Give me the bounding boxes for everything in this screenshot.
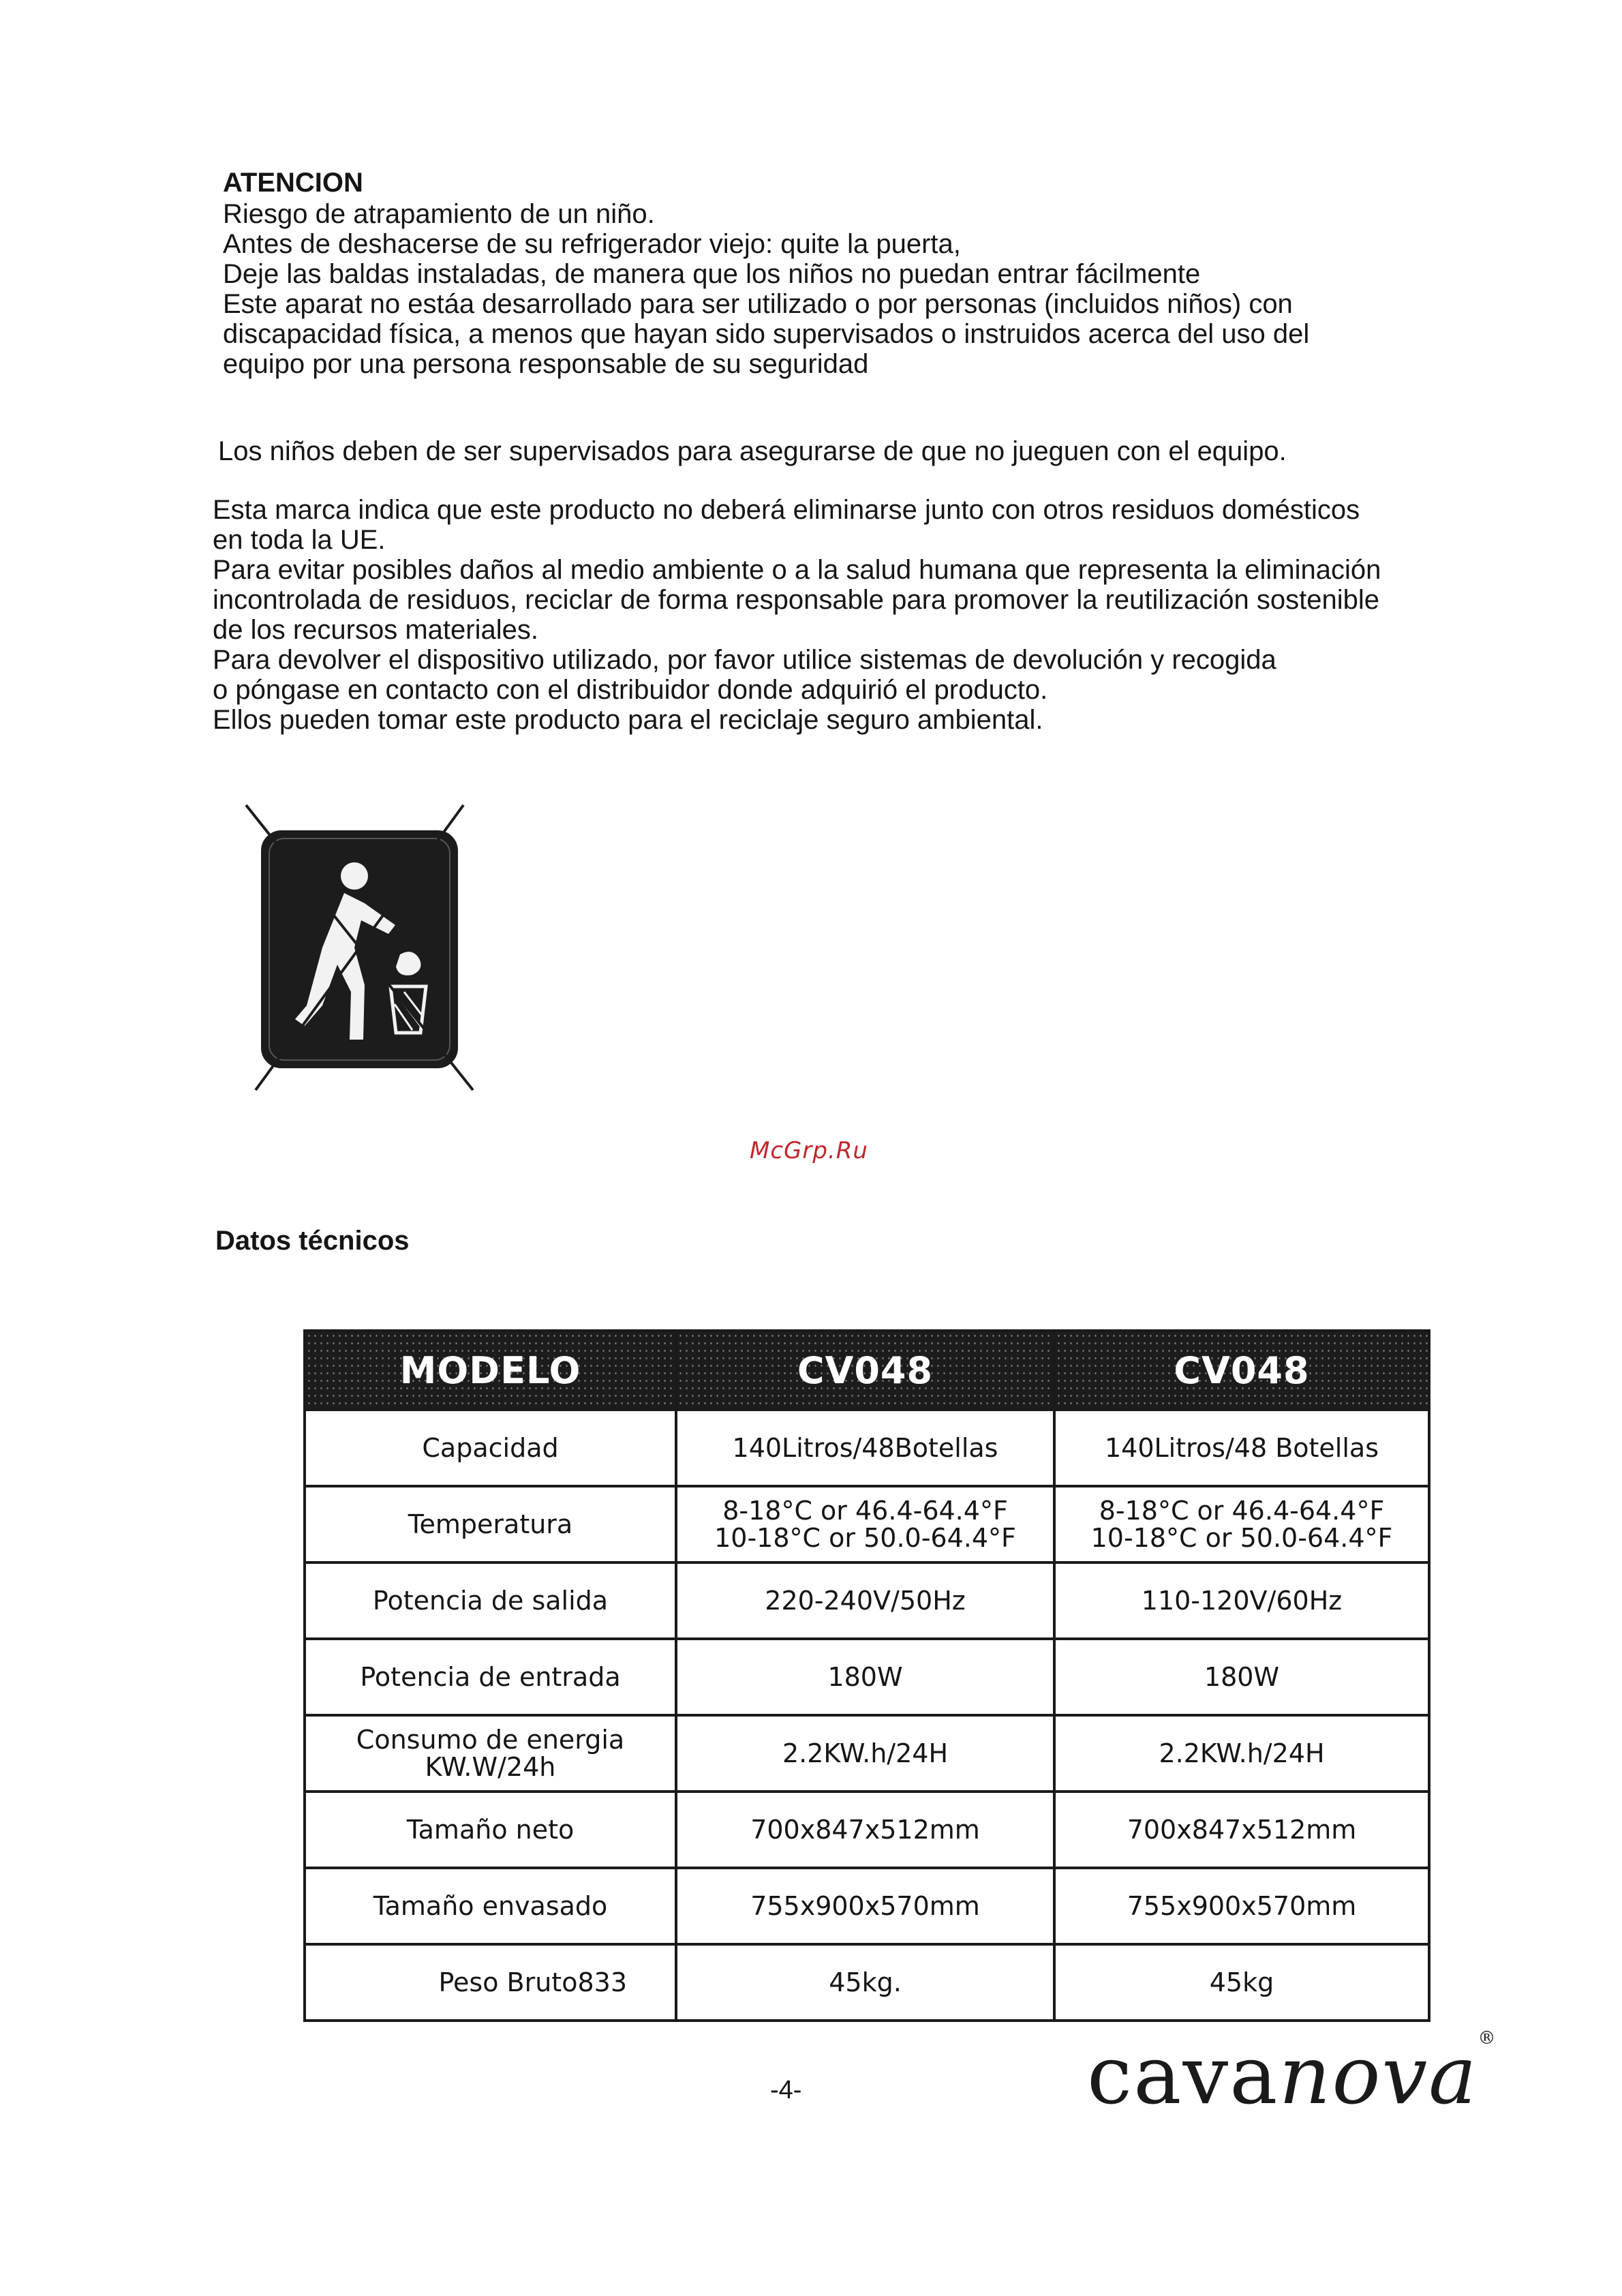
row-value-b: 755x900x570mm <box>1054 1868 1429 1944</box>
row-label <box>305 1715 676 1792</box>
header-model: MODELO <box>305 1331 676 1410</box>
row-value-b: 2.2KW.h/24H <box>1054 1715 1429 1792</box>
recycling-line: Esta marca indica que este producto no deberá eliminarse junto con otros residuos domésticos <box>213 495 1360 525</box>
header-model-a: CV048 <box>676 1331 1054 1410</box>
specs-table <box>303 1329 1430 2022</box>
table-row <box>305 1639 1429 1715</box>
row-value-a: 700x847x512mm <box>676 1792 1054 1868</box>
table-row <box>305 1715 1429 1792</box>
table-row <box>305 1486 1429 1562</box>
warning-line: Riesgo de atrapamiento de un niño. <box>223 199 655 229</box>
row-label: Potencia de salida <box>305 1562 676 1639</box>
row-value-b: 110-120V/60Hz <box>1054 1562 1429 1639</box>
row-value-b: 180W <box>1054 1639 1429 1715</box>
label-line: Consumo de energia <box>356 1725 625 1755</box>
temp-line: 10-18°C or 50.0-64.4°F <box>1090 1523 1393 1553</box>
recycling-line: Ellos pueden tomar este producto para el reciclaje seguro ambiental. <box>213 705 1043 735</box>
recycling-line: de los recursos materiales. <box>213 615 538 645</box>
row-value-a: 2.2KW.h/24H <box>676 1715 1054 1792</box>
row-label: Tamaño neto <box>305 1792 676 1868</box>
temp-line: 10-18°C or 50.0-64.4°F <box>714 1523 1016 1553</box>
table-row <box>305 1792 1429 1868</box>
warning-line: Este aparat no estáa desarrollado para ser utilizado o por personas (incluidos niños) con <box>223 289 1293 319</box>
brand-logo <box>1087 2028 1497 2122</box>
row-value-a: 140Litros/48Botellas <box>676 1410 1054 1486</box>
recycling-line: Para evitar posibles daños al medio ambiente o a la salud humana que representa la eliminación <box>213 555 1381 585</box>
warning-line: discapacidad física, a menos que hayan sido supervisados o instruidos acerca del uso del <box>223 319 1310 349</box>
table-row <box>305 1868 1429 1944</box>
warning-line: Deje las baldas instaladas, de manera que los niños no puedan entrar fácilmente <box>223 259 1201 289</box>
row-value-b: 700x847x512mm <box>1054 1792 1429 1868</box>
row-label: Capacidad <box>305 1410 676 1486</box>
label-line: KW.W/24h <box>425 1752 556 1782</box>
header-model-b: CV048 <box>1054 1331 1429 1410</box>
row-label: Potencia de entrada <box>305 1639 676 1715</box>
recycling-line: Para devolver el dispositivo utilizado, por favor utilice sistemas de devolución y recogida <box>213 645 1276 675</box>
brand-italic: nova <box>1279 2028 1478 2122</box>
row-value-a: 45kg. <box>676 1944 1054 2021</box>
row-value-a: 755x900x570mm <box>676 1868 1054 1944</box>
supervision-paragraph <box>218 436 1287 466</box>
recycling-line: en toda la UE. <box>213 525 386 555</box>
specs-title: Datos técnicos <box>215 1226 410 1256</box>
watermark: McGrp.Ru <box>750 1137 868 1164</box>
row-value-b: 140Litros/48 Botellas <box>1054 1410 1429 1486</box>
row-label: Temperatura <box>305 1486 676 1562</box>
temp-line: 8-18°C or 46.4-64.4°F <box>1099 1496 1385 1526</box>
row-value-b <box>1054 1486 1429 1562</box>
table-row <box>305 1410 1429 1486</box>
row-label: Tamaño envasado <box>305 1868 676 1944</box>
page-number: -4- <box>770 2076 802 2104</box>
supervision-line: Los niños deben de ser supervisados para asegurarse de que no jueguen con el equipo. <box>218 436 1287 466</box>
warning-line: Antes de deshacerse de su refrigerador viejo: quite la puerta, <box>223 229 961 259</box>
warning-title: ATENCION <box>223 168 363 198</box>
warning-line: equipo por una persona responsable de su seguridad <box>223 349 869 379</box>
registered-mark: ® <box>1478 2028 1497 2049</box>
recycling-line: incontrolada de residuos, reciclar de forma responsable para promover la reutilización sostenible <box>213 585 1380 615</box>
row-value-a: 220-240V/50Hz <box>676 1562 1054 1639</box>
table-row <box>305 1562 1429 1639</box>
table-row <box>305 1944 1429 2021</box>
brand-plain: cava <box>1087 2028 1279 2122</box>
row-value-b: 45kg <box>1054 1944 1429 2021</box>
warning-paragraph <box>223 199 1309 379</box>
crossed-out-disposal-icon <box>242 801 477 1094</box>
recycling-paragraph <box>213 495 1381 735</box>
recycling-line: o póngase en contacto con el distribuidor donde adquirió el producto. <box>213 675 1048 705</box>
temp-line: 8-18°C or 46.4-64.4°F <box>722 1496 1008 1526</box>
row-label: Peso Bruto833 <box>305 1944 676 2021</box>
row-value-a: 180W <box>676 1639 1054 1715</box>
table-header-row <box>305 1331 1429 1410</box>
row-value-a <box>676 1486 1054 1562</box>
